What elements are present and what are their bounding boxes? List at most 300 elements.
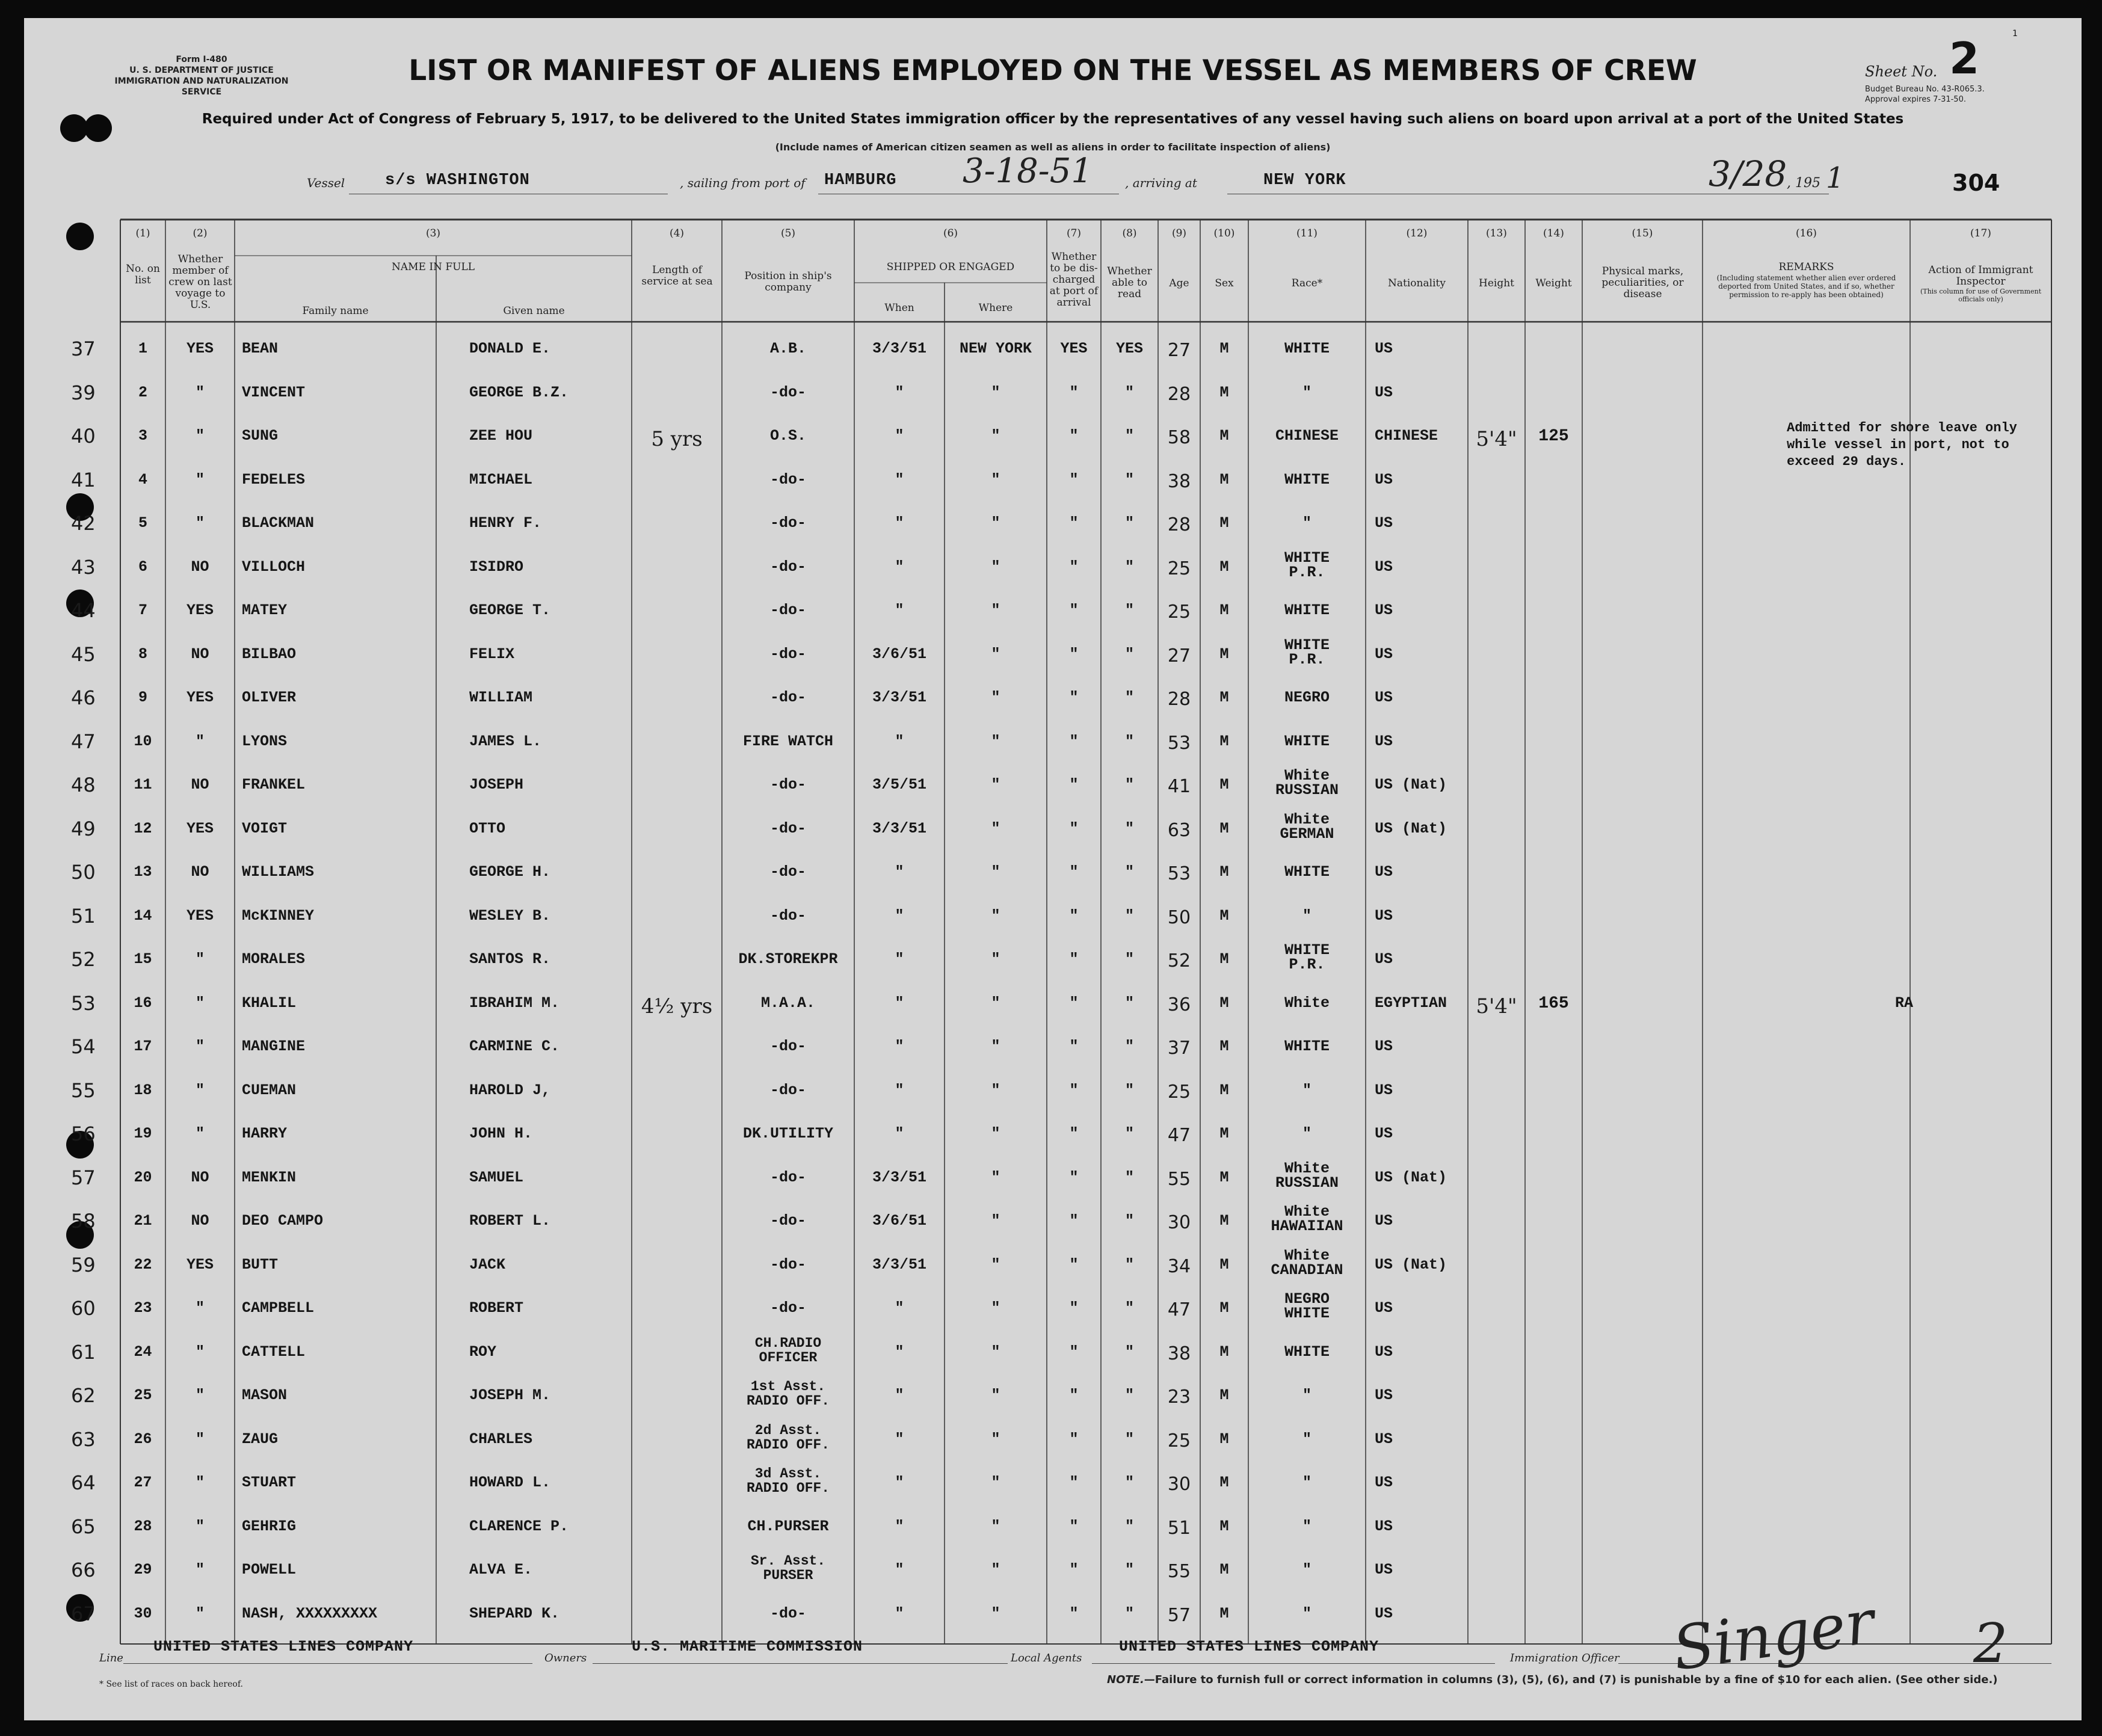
cell-position: -do- (769, 645, 807, 663)
subtitle-note: (Include names of American citizen seamen as well as aliens in order to facilitate inspection of aliens) (775, 141, 1331, 153)
cell-position: DK.STOREKPR (738, 950, 838, 968)
cell-family-name: BLACKMAN (242, 514, 315, 532)
column-number: (16) (1796, 227, 1817, 239)
cell-able-to-read: " (1124, 1212, 1135, 1230)
header-action-note: (This column for use of Government officials only) (1920, 288, 2042, 303)
cell-sex: M (1219, 470, 1229, 488)
cell-when: " (895, 1038, 904, 1056)
cell-able-to-read: " (1124, 1168, 1135, 1186)
cell-member-last-voyage: YES (186, 340, 214, 358)
cell-when: " (895, 863, 904, 881)
column-number: (17) (1970, 227, 1991, 239)
cell-sex: M (1219, 340, 1229, 358)
budget-bureau: Budget Bureau No. 43-R065.3. (1865, 85, 1985, 94)
cell-nationality: US (1375, 1125, 1393, 1143)
cell-when: " (895, 1517, 904, 1535)
margin-number: 44 (71, 599, 96, 623)
cell-no-on-list: 19 (134, 1125, 152, 1143)
cell-nationality: US (Nat) (1375, 776, 1447, 794)
cell-age: 38 (1167, 1343, 1191, 1364)
cell-position: 1st Asst. RADIO OFF. (746, 1379, 830, 1409)
cell-where: " (991, 1430, 1000, 1448)
cell-discharged: " (1069, 863, 1079, 881)
cell-given-name: ZEE HOU (469, 427, 533, 445)
cell-race: White (1284, 994, 1330, 1012)
header-height: Height (1479, 277, 1514, 289)
cell-member-last-voyage: " (195, 1517, 205, 1535)
cell-discharged: " (1069, 1081, 1079, 1099)
cell-age: 27 (1167, 645, 1191, 666)
cell-member-last-voyage: " (195, 1299, 205, 1317)
column-number: (6) (943, 227, 958, 239)
cell-discharged: " (1069, 1387, 1079, 1405)
cell-able-to-read: " (1124, 1561, 1135, 1579)
cell-where: " (991, 732, 1000, 750)
page-stamp: 304 (1952, 170, 2000, 196)
margin-number: 51 (71, 904, 96, 928)
cell-race: WHITE P.R. (1284, 636, 1330, 668)
cell-member-last-voyage: " (195, 1125, 205, 1143)
cell-when: " (895, 1387, 904, 1405)
cell-able-to-read: " (1124, 1430, 1135, 1448)
cell-where: NEW YORK (959, 340, 1032, 358)
column-number: (15) (1632, 227, 1653, 239)
cell-family-name: FEDELES (242, 470, 306, 488)
cell-race: CHINESE (1275, 427, 1339, 445)
cell-where: " (991, 1299, 1000, 1317)
cell-nationality: US (1375, 1038, 1393, 1056)
header-remarks-note: (Including statement whether alien ever ordered deported from United States, and if so, whether permission to re-apply has been obtained) (1716, 274, 1896, 299)
cell-position: -do- (769, 1081, 807, 1099)
cell-family-name: KHALIL (242, 994, 297, 1012)
cell-race: WHITE (1284, 732, 1330, 750)
cell-member-last-voyage: " (195, 994, 205, 1012)
cell-when: " (895, 950, 904, 968)
cell-race: " (1302, 1517, 1312, 1535)
cell-able-to-read: " (1124, 732, 1135, 750)
cell-race: " (1302, 1430, 1312, 1448)
cell-given-name: OTTO (469, 819, 506, 837)
cell-no-on-list: 20 (134, 1168, 152, 1186)
margin-number: 40 (71, 425, 96, 448)
column-number: (5) (780, 227, 796, 239)
cell-discharged: " (1069, 514, 1079, 532)
cell-no-on-list: 18 (134, 1081, 152, 1099)
cell-no-on-list: 15 (134, 950, 152, 968)
cell-where: " (991, 514, 1000, 532)
sailing-date: 3-18-51 (963, 152, 1093, 191)
cell-family-name: CUEMAN (242, 1081, 297, 1099)
cell-when: 3/3/51 (872, 340, 927, 358)
cell-able-to-read: " (1124, 863, 1135, 881)
cell-given-name: DONALD E. (469, 340, 551, 358)
header-weight: Weight (1535, 277, 1572, 289)
cell-member-last-voyage: YES (186, 689, 214, 707)
cell-position: CH.RADIO OFFICER (754, 1335, 822, 1365)
cell-action: RA (1895, 994, 1914, 1012)
cell-family-name: DEO CAMPO (242, 1212, 324, 1230)
cell-member-last-voyage: " (195, 470, 205, 488)
column-number: (2) (193, 227, 208, 239)
year-suffix: , 195 (1787, 176, 1820, 191)
cell-sex: M (1219, 994, 1229, 1012)
cell-discharged: " (1069, 427, 1079, 445)
cell-where: " (991, 776, 1000, 794)
cell-age: 53 (1167, 732, 1191, 754)
margin-number: 59 (71, 1253, 96, 1276)
agents-value: UNITED STATES LINES COMPANY (1119, 1638, 1379, 1655)
cell-discharged: " (1069, 470, 1079, 488)
cell-age: 25 (1167, 602, 1191, 623)
margin-number: 37 (71, 337, 96, 361)
cell-position: -do- (769, 689, 807, 707)
margin-number: 65 (71, 1515, 96, 1538)
line-underline (123, 1663, 532, 1664)
cell-no-on-list: 7 (138, 602, 148, 620)
cell-nationality: US (1375, 558, 1393, 576)
cell-position: -do- (769, 1604, 807, 1622)
cell-position: -do- (769, 558, 807, 576)
cell-when: 3/3/51 (872, 1168, 927, 1186)
cell-given-name: JACK (469, 1255, 506, 1273)
cell-sex: M (1219, 1474, 1229, 1492)
column-number: (12) (1406, 227, 1428, 239)
cell-where: " (991, 1517, 1000, 1535)
margin-number: 49 (71, 817, 96, 840)
cell-race: WHITE (1284, 340, 1330, 358)
cell-member-last-voyage: " (195, 1343, 205, 1361)
cell-member-last-voyage: NO (191, 776, 209, 794)
cell-member-last-voyage: " (195, 1604, 205, 1622)
cell-nationality: US (1375, 1387, 1393, 1405)
cell-discharged: " (1069, 1038, 1079, 1056)
cell-nationality: US (Nat) (1375, 819, 1447, 837)
cell-where: " (991, 1125, 1000, 1143)
cell-sex: M (1219, 1517, 1229, 1535)
cell-able-to-read: " (1124, 558, 1135, 576)
cell-nationality: US (1375, 732, 1393, 750)
officer-label: Immigration Officer (1510, 1652, 1620, 1664)
cell-nationality: US (1375, 645, 1393, 663)
cell-when: 3/3/51 (872, 689, 927, 707)
header-family-name: Family name (302, 305, 369, 317)
header-remarks: REMARKS (1778, 261, 1834, 273)
cell-age: 25 (1167, 1081, 1191, 1103)
approval-expiry: Approval expires 7-31-50. (1865, 95, 1966, 104)
cell-given-name: ROBERT (469, 1299, 524, 1317)
cell-position: CH.PURSER (747, 1517, 829, 1535)
cell-when: " (895, 1343, 904, 1361)
cell-family-name: MORALES (242, 950, 306, 968)
cell-sex: M (1219, 558, 1229, 576)
cell-where: " (991, 602, 1000, 620)
cell-nationality: US (1375, 863, 1393, 881)
cell-given-name: CARMINE C. (469, 1038, 560, 1056)
header-shipped-or-engaged: SHIPPED OR ENGAGED (886, 261, 1015, 273)
penalty-note (1107, 1673, 1998, 1686)
cell-no-on-list: 29 (134, 1561, 152, 1579)
cell-sex: M (1219, 819, 1229, 837)
cell-nationality: US (Nat) (1375, 1255, 1447, 1273)
cell-discharged: " (1069, 602, 1079, 620)
cell-age: 55 (1167, 1561, 1191, 1583)
cell-family-name: MANGINE (242, 1038, 306, 1056)
arriving-label: , arriving at (1125, 176, 1197, 190)
cell-given-name: JOSEPH M. (469, 1387, 551, 1405)
cell-discharged: " (1069, 1125, 1079, 1143)
cell-able-to-read: " (1124, 1038, 1135, 1056)
header-physical-marks: Physical marks, peculiarities, or disease (1601, 265, 1684, 300)
cell-family-name: MATEY (242, 602, 288, 620)
cell-family-name: McKINNEY (242, 906, 315, 925)
header-discharged: Whether to be dis-charged at port of arrival (1049, 251, 1099, 309)
cell-sex: M (1219, 1212, 1229, 1230)
cell-given-name: SAMUEL (469, 1168, 524, 1186)
cell-discharged: " (1069, 732, 1079, 750)
cell-discharged: " (1069, 1517, 1079, 1535)
cell-able-to-read: YES (1115, 340, 1144, 358)
cell-sex: M (1219, 1038, 1229, 1056)
cell-no-on-list: 3 (138, 427, 148, 445)
cell-family-name: VOIGT (242, 819, 288, 837)
cell-able-to-read: " (1124, 994, 1135, 1012)
cell-when: " (895, 1430, 904, 1448)
cell-age: 23 (1167, 1387, 1191, 1408)
cell-where: " (991, 906, 1000, 925)
cell-weight: 165 (1538, 994, 1569, 1013)
cell-sex: M (1219, 1299, 1229, 1317)
races-note: * See list of races on back hereof. (99, 1679, 243, 1689)
department: U. S. DEPARTMENT OF JUSTICE (129, 66, 274, 75)
owners-value: U.S. MARITIME COMMISSION (632, 1638, 863, 1655)
cell-no-on-list: 1 (138, 340, 148, 358)
cell-race: White HAWAIIAN (1271, 1203, 1343, 1236)
cell-position: -do- (769, 776, 807, 794)
cell-age: 38 (1167, 470, 1191, 492)
column-number: (13) (1486, 227, 1507, 239)
header-where: Where (978, 302, 1013, 314)
cell-family-name: BUTT (242, 1255, 279, 1273)
cell-nationality: US (1375, 383, 1393, 401)
cell-member-last-voyage: YES (186, 1255, 214, 1273)
service-name: IMMIGRATION AND NATURALIZATION SERVICE (114, 76, 289, 97)
cell-no-on-list: 22 (134, 1255, 152, 1273)
cell-sex: M (1219, 1561, 1229, 1579)
cell-no-on-list: 30 (134, 1604, 152, 1622)
cell-family-name: CAMPBELL (242, 1299, 315, 1317)
cell-when: " (895, 558, 904, 576)
cell-race: WHITE (1284, 1038, 1330, 1056)
cell-family-name: SUNG (242, 427, 279, 445)
cell-family-name: MENKIN (242, 1168, 297, 1186)
cell-age: 37 (1167, 1038, 1191, 1059)
cell-when: 3/6/51 (872, 645, 927, 663)
cell-age: 41 (1167, 776, 1191, 798)
margin-number: 50 (71, 861, 96, 884)
cell-position: -do- (769, 1212, 807, 1230)
cell-member-last-voyage: NO (191, 1212, 209, 1230)
remarks-note: Admitted for shore leave only while vessel in port, not to exceed 29 days. (1787, 420, 2017, 469)
cell-no-on-list: 4 (138, 470, 148, 488)
margin-number: 47 (71, 730, 96, 753)
cell-able-to-read: " (1124, 1299, 1135, 1317)
cell-member-last-voyage: " (195, 1430, 205, 1448)
cell-sex: M (1219, 383, 1229, 401)
cell-when: " (895, 732, 904, 750)
margin-number: 62 (71, 1384, 96, 1408)
cell-position: -do- (769, 383, 807, 401)
cell-when: " (895, 602, 904, 620)
cell-able-to-read: " (1124, 1081, 1135, 1099)
cell-race: " (1302, 1387, 1312, 1405)
cell-given-name: SANTOS R. (469, 950, 551, 968)
subtitle: Required under Act of Congress of February 5, 1917, to be delivered to the United States immigration officer by the representatives of any vessel having such aliens on board upon arrival at a port of the United States (202, 111, 1904, 127)
cell-nationality: US (1375, 470, 1393, 488)
cell-given-name: HOWARD L. (469, 1474, 551, 1492)
cell-nationality: US (1375, 1474, 1393, 1492)
sheet-label: Sheet No. (1865, 63, 1938, 80)
cell-position: FIRE WATCH (742, 732, 834, 750)
cell-given-name: FELIX (469, 645, 515, 663)
cell-where: " (991, 645, 1000, 663)
cell-nationality: CHINESE (1375, 427, 1438, 445)
cell-discharged: YES (1060, 340, 1088, 358)
cell-discharged: " (1069, 1604, 1079, 1622)
cell-where: " (991, 994, 1000, 1012)
cell-position: DK.UTILITY (742, 1125, 834, 1143)
cell-family-name: NASH, XXXXXXXXX (242, 1604, 378, 1622)
cell-height: 5'4" (1476, 427, 1517, 452)
agents-label: Local Agents (1011, 1652, 1082, 1664)
agents-underline (1092, 1663, 1495, 1664)
cell-no-on-list: 23 (134, 1299, 152, 1317)
cell-race: White RUSSIAN (1275, 767, 1339, 799)
cell-race: " (1302, 1561, 1312, 1579)
cell-where: " (991, 470, 1000, 488)
cell-family-name: VINCENT (242, 383, 306, 401)
cell-where: " (991, 383, 1000, 401)
cell-nationality: US (1375, 950, 1393, 968)
cell-where: " (991, 1255, 1000, 1273)
cell-race: WHITE P.R. (1284, 549, 1330, 581)
cell-sex: M (1219, 906, 1229, 925)
note-label: NOTE. (1107, 1673, 1144, 1686)
owners-label: Owners (544, 1652, 587, 1664)
cell-sex: M (1219, 427, 1229, 445)
cell-nationality: US (1375, 1561, 1393, 1579)
cell-age: 28 (1167, 689, 1191, 710)
cell-family-name: CATTELL (242, 1343, 306, 1361)
cell-discharged: " (1069, 689, 1079, 707)
cell-given-name: ROY (469, 1343, 497, 1361)
cell-age: 28 (1167, 383, 1191, 405)
column-number: (1) (135, 227, 150, 239)
cell-able-to-read: " (1124, 1604, 1135, 1622)
cell-family-name: LYONS (242, 732, 288, 750)
cell-where: " (991, 1212, 1000, 1230)
cell-given-name: IBRAHIM M. (469, 994, 560, 1012)
column-number: (9) (1171, 227, 1187, 239)
cell-when: 3/5/51 (872, 776, 927, 794)
cell-discharged: " (1069, 645, 1079, 663)
cell-where: " (991, 950, 1000, 968)
cell-nationality: US (Nat) (1375, 1168, 1447, 1186)
cell-sex: M (1219, 732, 1229, 750)
cell-nationality: US (1375, 1212, 1393, 1230)
cell-able-to-read: " (1124, 1125, 1135, 1143)
cell-given-name: ALVA E. (469, 1561, 533, 1579)
cell-member-last-voyage: NO (191, 645, 209, 663)
cell-nationality: US (1375, 1430, 1393, 1448)
cell-race: WHITE (1284, 863, 1330, 881)
margin-number: 42 (71, 512, 96, 535)
cell-family-name: OLIVER (242, 689, 297, 707)
margin-number: 53 (71, 991, 96, 1015)
cell-race: White CANADIAN (1271, 1246, 1343, 1279)
cell-family-name: WILLIAMS (242, 863, 315, 881)
cell-when: " (895, 906, 904, 925)
cell-member-last-voyage: NO (191, 558, 209, 576)
cell-member-last-voyage: " (195, 732, 205, 750)
cell-able-to-read: " (1124, 1517, 1135, 1535)
cell-able-to-read: " (1124, 1387, 1135, 1405)
sailing-label: , sailing from port of (680, 176, 806, 190)
cell-age: 58 (1167, 427, 1191, 449)
cell-member-last-voyage: " (195, 514, 205, 532)
cell-position: -do- (769, 470, 807, 488)
column-number: (8) (1122, 227, 1137, 239)
arriving-port: NEW YORK (1263, 171, 1346, 189)
cell-race: " (1302, 1474, 1312, 1492)
cell-age: 63 (1167, 819, 1191, 841)
cell-nationality: US (1375, 1081, 1393, 1099)
cell-weight: 125 (1538, 427, 1569, 446)
cell-discharged: " (1069, 1561, 1079, 1579)
column-number: (11) (1296, 227, 1318, 239)
cell-when: " (895, 427, 904, 445)
cell-sex: M (1219, 1604, 1229, 1622)
cell-race: NEGRO (1284, 689, 1330, 707)
sailing-port: HAMBURG (824, 171, 897, 189)
cell-given-name: SHEPARD K. (469, 1604, 560, 1622)
cell-family-name: BEAN (242, 340, 279, 358)
cell-race: " (1302, 1125, 1312, 1143)
cell-position: O.S. (769, 427, 807, 445)
cell-when: " (895, 470, 904, 488)
cell-member-last-voyage: " (195, 1474, 205, 1492)
cell-given-name: JOSEPH (469, 776, 524, 794)
cell-able-to-read: " (1124, 1255, 1135, 1273)
cell-nationality: US (1375, 1299, 1393, 1317)
vessel-name: s/s WASHINGTON (385, 171, 530, 189)
corner-mark: 1 (2012, 29, 2018, 38)
cell-no-on-list: 25 (134, 1387, 152, 1405)
cell-where: " (991, 819, 1000, 837)
cell-member-last-voyage: YES (186, 602, 214, 620)
officer-signature: Singer (1668, 1586, 1879, 1684)
cell-where: " (991, 427, 1000, 445)
cell-position: -do- (769, 863, 807, 881)
cell-no-on-list: 14 (134, 906, 152, 925)
cell-race: NEGRO WHITE (1284, 1290, 1330, 1323)
cell-family-name: GEHRIG (242, 1517, 297, 1535)
margin-number: 61 (71, 1340, 96, 1364)
margin-number: 60 (71, 1297, 96, 1320)
margin-number: 66 (71, 1559, 96, 1582)
cell-when: " (895, 1561, 904, 1579)
margin-number: 64 (71, 1471, 96, 1495)
cell-where: " (991, 1474, 1000, 1492)
